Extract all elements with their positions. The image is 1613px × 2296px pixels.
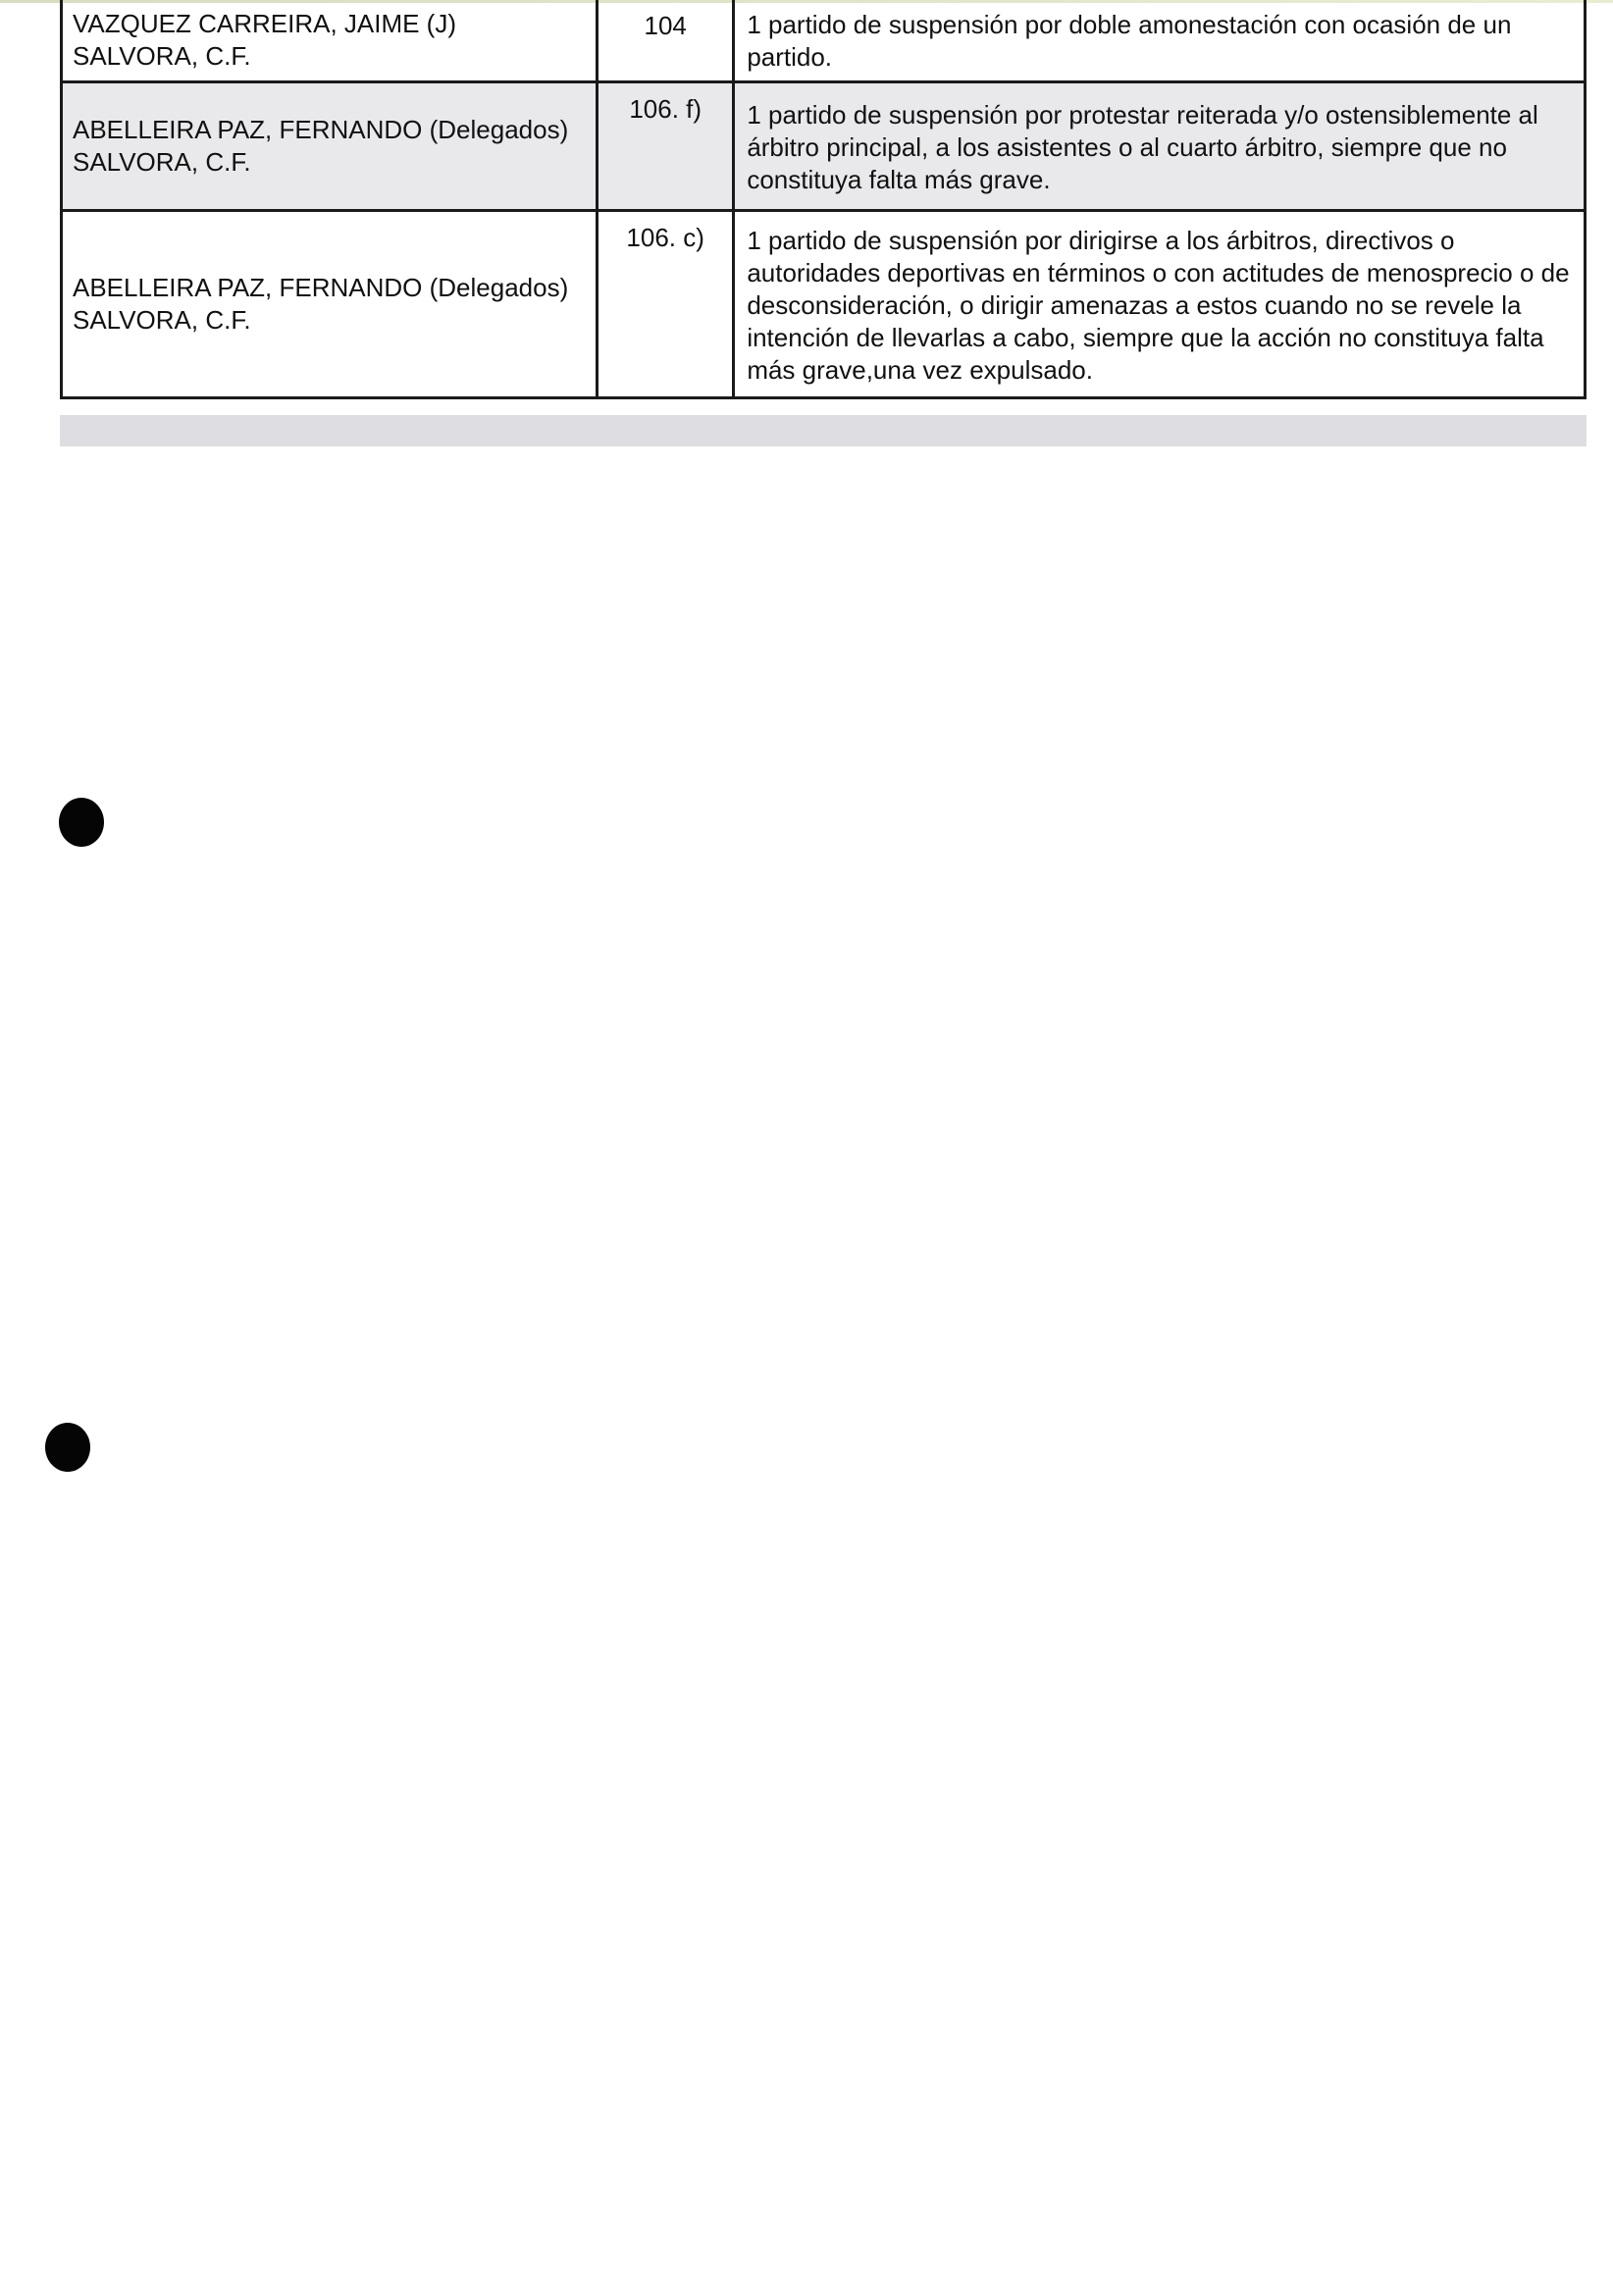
person-cell bbox=[62, 0, 598, 82]
article-cell: 106. c) bbox=[598, 211, 734, 398]
description-cell bbox=[734, 211, 1586, 398]
person-name: ABELLEIRA PAZ, FERNANDO (Delegados) bbox=[73, 273, 569, 302]
table-row bbox=[62, 211, 1586, 398]
article-cell: 104 bbox=[598, 0, 734, 82]
punch-hole-mark bbox=[59, 798, 104, 847]
footer-shade-bar bbox=[60, 415, 1587, 446]
club-name: SALVORA, C.F. bbox=[73, 147, 251, 177]
person-cell bbox=[62, 211, 598, 398]
club-name: SALVORA, C.F. bbox=[73, 41, 251, 71]
sanctions-table bbox=[60, 0, 1587, 399]
table-row bbox=[62, 82, 1586, 211]
person-cell bbox=[62, 82, 598, 211]
punch-hole-mark bbox=[45, 1423, 90, 1472]
person-name: VAZQUEZ CARREIRA, JAIME (J) bbox=[73, 9, 456, 38]
article-cell: 106. f) bbox=[598, 82, 734, 211]
sanction-description: 1 partido de suspensión por dirigirse a los árbitros, directivos o autoridades deportivas en términos o con actitudes de menosprecio o de desconsideración, o dirigir amenazas a estos cuando no se revele la intención de llevarlas a cabo, siempre que la acción no constituya falta más grave,una vez expulsado. bbox=[747, 225, 1570, 385]
person-name: ABELLEIRA PAZ, FERNANDO (Delegados) bbox=[73, 115, 569, 144]
description-cell bbox=[734, 0, 1586, 82]
sanction-description: 1 partido de suspensión por doble amonestación con ocasión de un partido. bbox=[747, 10, 1512, 72]
sanction-description: 1 partido de suspensión por protestar reiterada y/o ostensiblemente al árbitro principal, a los asistentes o al cuarto árbitro, siempre que no constituya falta más grave. bbox=[747, 99, 1538, 194]
club-name: SALVORA, C.F. bbox=[73, 305, 251, 335]
description-cell bbox=[734, 82, 1586, 211]
table-row bbox=[62, 0, 1586, 82]
